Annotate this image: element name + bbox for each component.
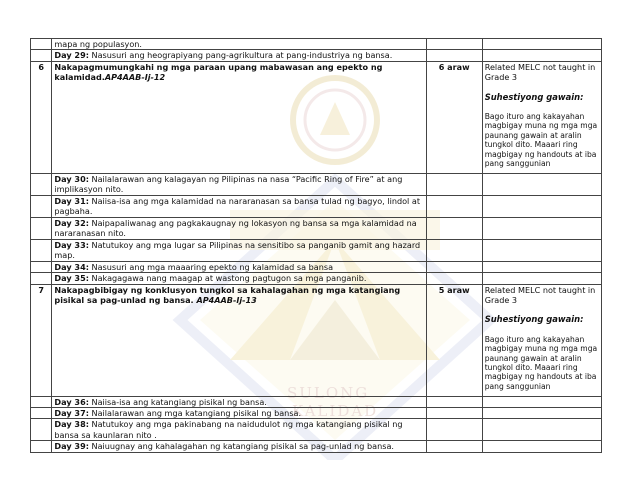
day-entry: [52, 173, 426, 195]
remarks: [482, 239, 601, 261]
row-number: [31, 50, 52, 61]
table-row: [31, 61, 602, 173]
day-label: Day 29:: [54, 50, 89, 61]
row-number: [31, 441, 52, 452]
table-row: [31, 173, 602, 195]
duration: [426, 239, 482, 261]
competency-text: Nasusuri ang heograpiyang pang-agrikultura at pang-industriya ng bansa.: [88, 50, 393, 61]
day-label: Day 30:: [54, 173, 89, 184]
remarks: [482, 419, 601, 441]
row-number: [31, 239, 52, 261]
day-entry: [52, 396, 426, 407]
day-entry: [52, 419, 426, 441]
day-entry: [52, 273, 426, 284]
day-label: Day 34:: [54, 261, 89, 272]
competency-text: Natutukoy ang mga pakinabang na naidudulot ng mga katangiang pisikal ng bansa sa kaunlaran nito .: [54, 419, 403, 440]
competency-text: Naiisa-isa ang katangiang pisikal ng bansa.: [88, 396, 267, 407]
competency-text: Nasusuri ang mga maaaring epekto ng kalamidad sa bansa: [88, 261, 334, 272]
suggestion-title: Suhestiyong gawain:: [484, 314, 584, 325]
remarks-line: Related MELC not taught in Grade 3: [484, 284, 596, 306]
day-label: Day 39:: [54, 441, 89, 452]
competency-text: Natutukoy ang mga lugar sa Pilipinas na sensitibo sa panganib gamit ang hazard map.: [54, 239, 421, 261]
day-label: Day 35:: [54, 273, 89, 284]
remarks: [482, 408, 601, 419]
competency-text: Nakapagbibigay ng konklusyon tungkol sa kahalagahan ng mga katangiang pisikal sa pag-unlad ng bansa.: [54, 284, 401, 306]
duration: [426, 39, 482, 50]
suggestion-body: Bago ituro ang kakayahan magbigay muna ng mga mga paunang gawain at aralin tungkol dito. Maaari ring magbigay ng handouts at iba pang sanggunian: [484, 334, 598, 391]
table-row: [31, 217, 602, 239]
duration: [426, 273, 482, 284]
table-row: [31, 39, 602, 50]
duration: [426, 408, 482, 419]
remarks: [482, 217, 601, 239]
day-label: Day 38:: [54, 419, 89, 430]
duration: 6 araw: [426, 61, 482, 173]
remarks: [482, 396, 601, 407]
day-entry: [52, 239, 426, 261]
day-entry: [52, 217, 426, 239]
duration: 5 araw: [426, 284, 482, 396]
row-number: [31, 419, 52, 441]
competency-text: Nakapagmumungkahi ng mga paraan upang mabawasan ang epekto ng kalamidad.: [54, 61, 383, 83]
watermark-text-sulong: SULONG: [287, 384, 370, 402]
duration: [426, 217, 482, 239]
remarks: [482, 284, 601, 396]
row-number: 6: [31, 61, 52, 173]
row-number: [31, 396, 52, 407]
competency-text: Naiisa-isa ang mga kalamidad na nararanasan sa bansa tulad ng bagyo, lindol at pagbaha.: [54, 195, 421, 217]
competency-code: AP4AAB-Ij-13: [196, 295, 257, 306]
curriculum-table: [30, 38, 602, 453]
day-label: Day 31:: [54, 195, 89, 206]
competency-heading: [52, 61, 426, 173]
remarks: [482, 50, 601, 61]
table-row: [31, 273, 602, 284]
remarks: [482, 195, 601, 217]
duration: [426, 50, 482, 61]
row-number: [31, 408, 52, 419]
row-number: [31, 39, 52, 50]
remarks: [482, 273, 601, 284]
duration: [426, 173, 482, 195]
row-number: [31, 195, 52, 217]
row-number: [31, 173, 52, 195]
competency-text: Naipapaliwanag ang pagkakaugnay ng lokasyon ng bansa sa mga kalamidad na nararanasan nito.: [54, 217, 417, 239]
remarks: [482, 261, 601, 272]
row-number: [31, 217, 52, 239]
table-row: [31, 441, 602, 452]
duration: [426, 441, 482, 452]
row-number: 7: [31, 284, 52, 396]
suggestion-title: Suhestiyong gawain:: [484, 91, 584, 102]
day-label: Day 33:: [54, 239, 89, 250]
day-entry: [52, 195, 426, 217]
table-row: [31, 195, 602, 217]
table-row: [31, 239, 602, 261]
day-entry: [52, 408, 426, 419]
table-row: [31, 261, 602, 272]
row-number: [31, 261, 52, 272]
table-row: [31, 396, 602, 407]
duration: [426, 419, 482, 441]
competency-heading: [52, 284, 426, 396]
remarks: [482, 61, 601, 173]
duration: [426, 396, 482, 407]
day-label: Day 36:: [54, 396, 89, 407]
table-row: [31, 408, 602, 419]
competency-text: Nailalarawan ang kalagayan ng Pilipinas na nasa “Pacific Ring of Fire” at ang implikasyon nito.: [54, 173, 403, 195]
competency-text: Nailalarawan ang mga katangiang pisikal ng bansa.: [88, 408, 302, 419]
competency-code: AP4AAB-Ij-12: [104, 72, 166, 83]
competency-text: Nakagagawa nang maagap at wastong pagtugon sa mga panganib.: [88, 273, 367, 284]
table-row: [31, 284, 602, 396]
day-entry: [52, 50, 426, 61]
day-label: Day 37:: [54, 408, 89, 419]
competency-text: mapa ng populasyon.: [52, 39, 426, 50]
remarks: [482, 173, 601, 195]
day-entry: [52, 441, 426, 452]
day-entry: [52, 261, 426, 272]
day-label: Day 32:: [54, 217, 89, 228]
table-row: [31, 50, 602, 61]
suggestion-body: Bago ituro ang kakayahan magbigay muna ng mga mga paunang gawain at aralin tungkol dito. Maaari ring magbigay ng handouts at iba pang sanggunian: [484, 112, 598, 169]
remarks: [482, 39, 601, 50]
watermark-text-kalidad: KALIDAD: [292, 402, 379, 420]
remarks: [482, 441, 601, 452]
duration: [426, 195, 482, 217]
row-number: [31, 273, 52, 284]
duration: [426, 261, 482, 272]
table-row: [31, 419, 602, 441]
remarks-line: Related MELC not taught in Grade 3: [484, 61, 596, 83]
competency-text: Naiuugnay ang kahalagahan ng katangiang pisikal sa pag-unlad ng bansa.: [88, 441, 394, 452]
